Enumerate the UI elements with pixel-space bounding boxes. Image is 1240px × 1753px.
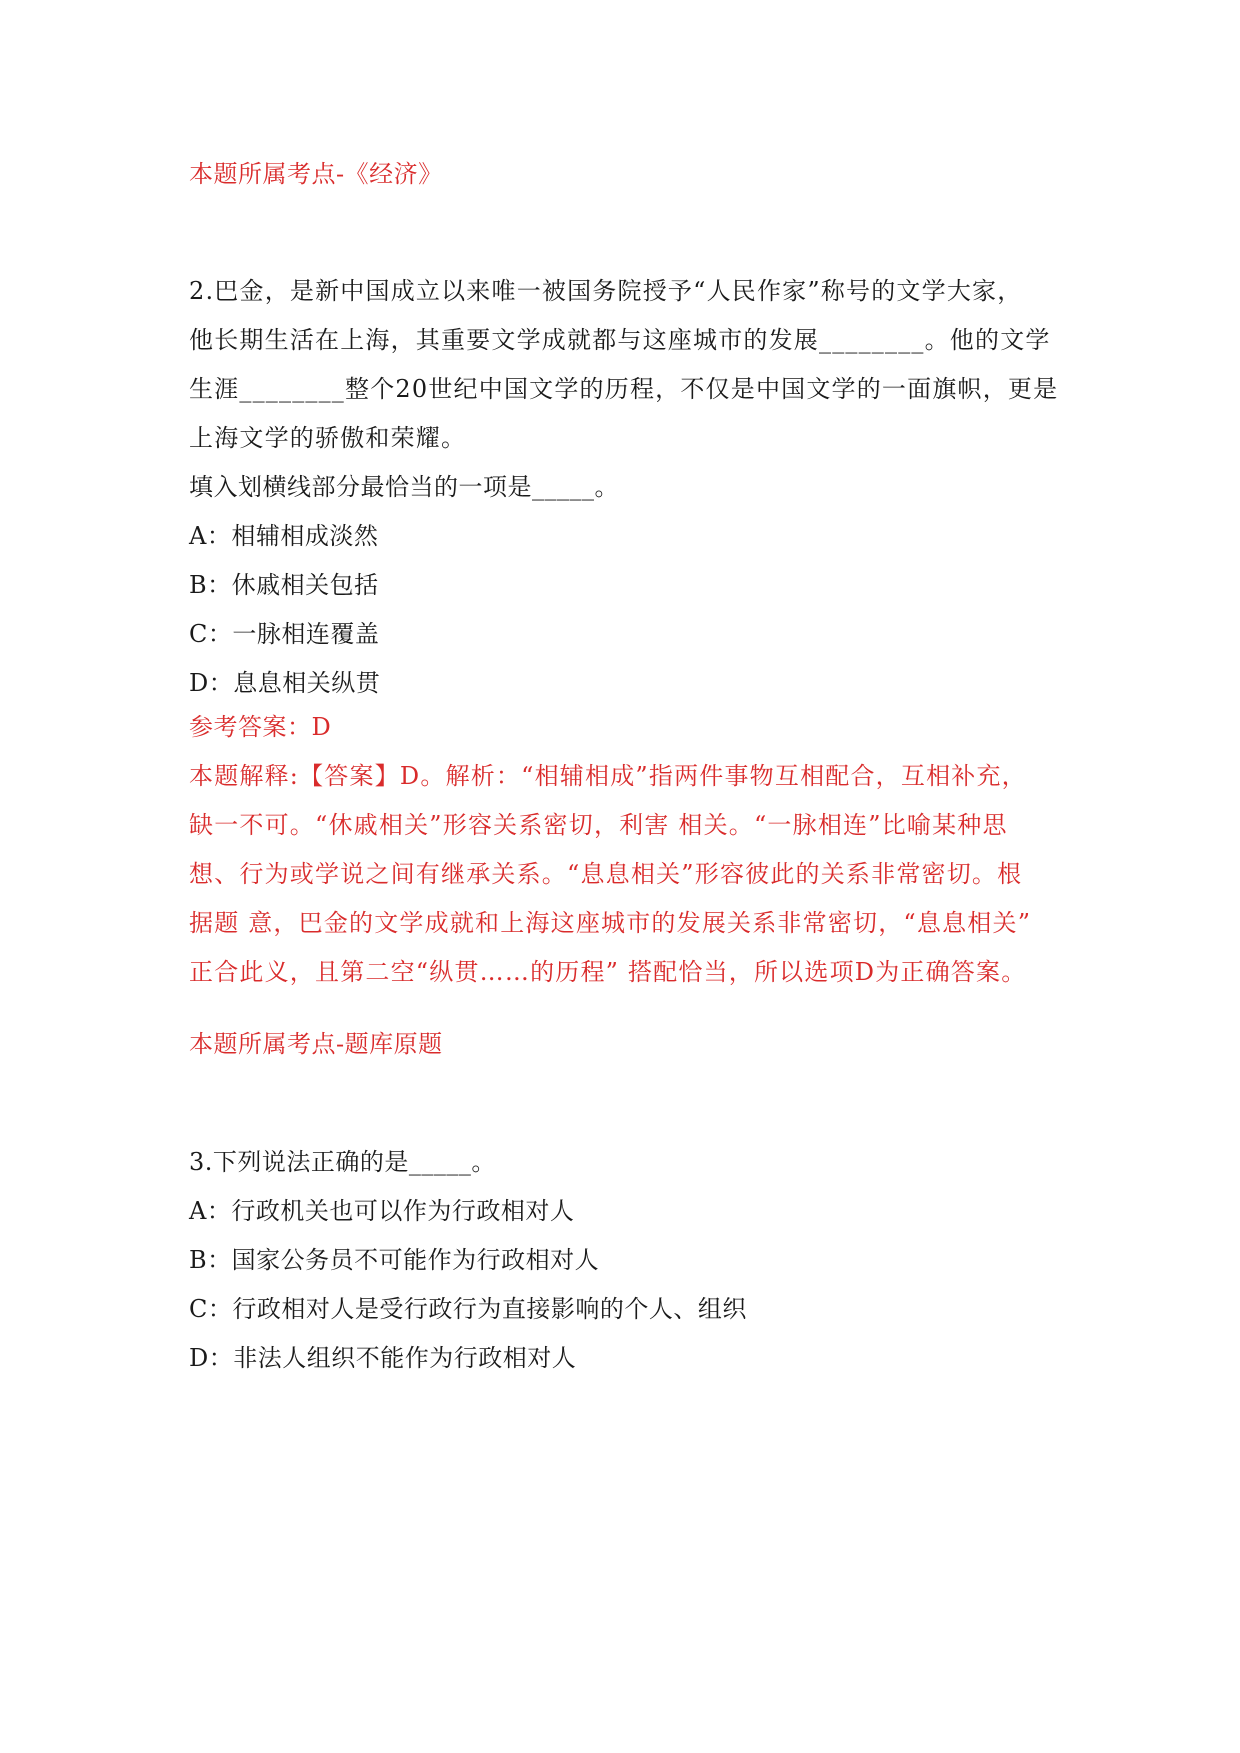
explanation-line: 正合此义，且第二空“纵贯……的历程” 搭配恰当，所以选项D为正确答案。: [189, 958, 1027, 986]
question-2-stem-line: 2.巴金，是新中国成立以来唯一被国务院授予“人民作家”称号的文学大家，: [189, 277, 1023, 305]
question-2-option-d: D：息息相关纵贯: [189, 669, 381, 697]
explanation-line: 想、行为或学说之间有继承关系。“息息相关”形容彼此的关系非常密切。根: [189, 860, 1023, 888]
explanation-line: 缺一不可。“休戚相关”形容关系密切，利害 相关。“一脉相连”比喻某种思: [189, 811, 1008, 839]
question-2-option-c: C：一脉相连覆盖: [189, 620, 380, 648]
question-2-option-a: A：相辅相成淡然: [189, 522, 379, 550]
question-2-stem: [189, 267, 1069, 463]
question-3-option-d: D：非法人组织不能作为行政相对人: [189, 1344, 577, 1372]
question-3-stem: 3.下列说法正确的是_____。: [189, 1148, 496, 1176]
question-2-prompt: 填入划横线部分最恰当的一项是_____。: [189, 473, 619, 501]
question-3-option-a: A：行政机关也可以作为行政相对人: [189, 1197, 575, 1225]
question-2-stem-line: 上海文学的骄傲和荣耀。: [189, 424, 467, 452]
question-2-stem-line: 他长期生活在上海，其重要文学成就都与这座城市的发展________。他的文学: [189, 326, 1051, 354]
topic-label-2: 本题所属考点-题库原题: [189, 1030, 443, 1058]
question-3-option-b: B：国家公务员不可能作为行政相对人: [189, 1246, 600, 1274]
question-2-option-b: B：休戚相关包括: [189, 571, 379, 599]
question-2-answer: 参考答案：D: [189, 713, 332, 741]
question-3-option-c: C：行政相对人是受行政行为直接影响的个人、组织: [189, 1295, 747, 1323]
question-3: [189, 1138, 1069, 1383]
explanation-line: 本题解释:【答案】D。解析：“相辅相成”指两件事物互相配合，互相补充，: [189, 762, 1027, 790]
topic-label-1: 本题所属考点-《经济》: [189, 160, 443, 188]
explanation-line: 据题 意，巴金的文学成就和上海这座城市的发展关系非常密切，“息息相关”: [189, 909, 1032, 937]
question-2-stem-line: 生涯________整个20世纪中国文学的历程，不仅是中国文学的一面旗帜，更是: [189, 375, 1059, 403]
question-2-explanation: [189, 752, 1069, 997]
question-2: [189, 267, 1069, 708]
